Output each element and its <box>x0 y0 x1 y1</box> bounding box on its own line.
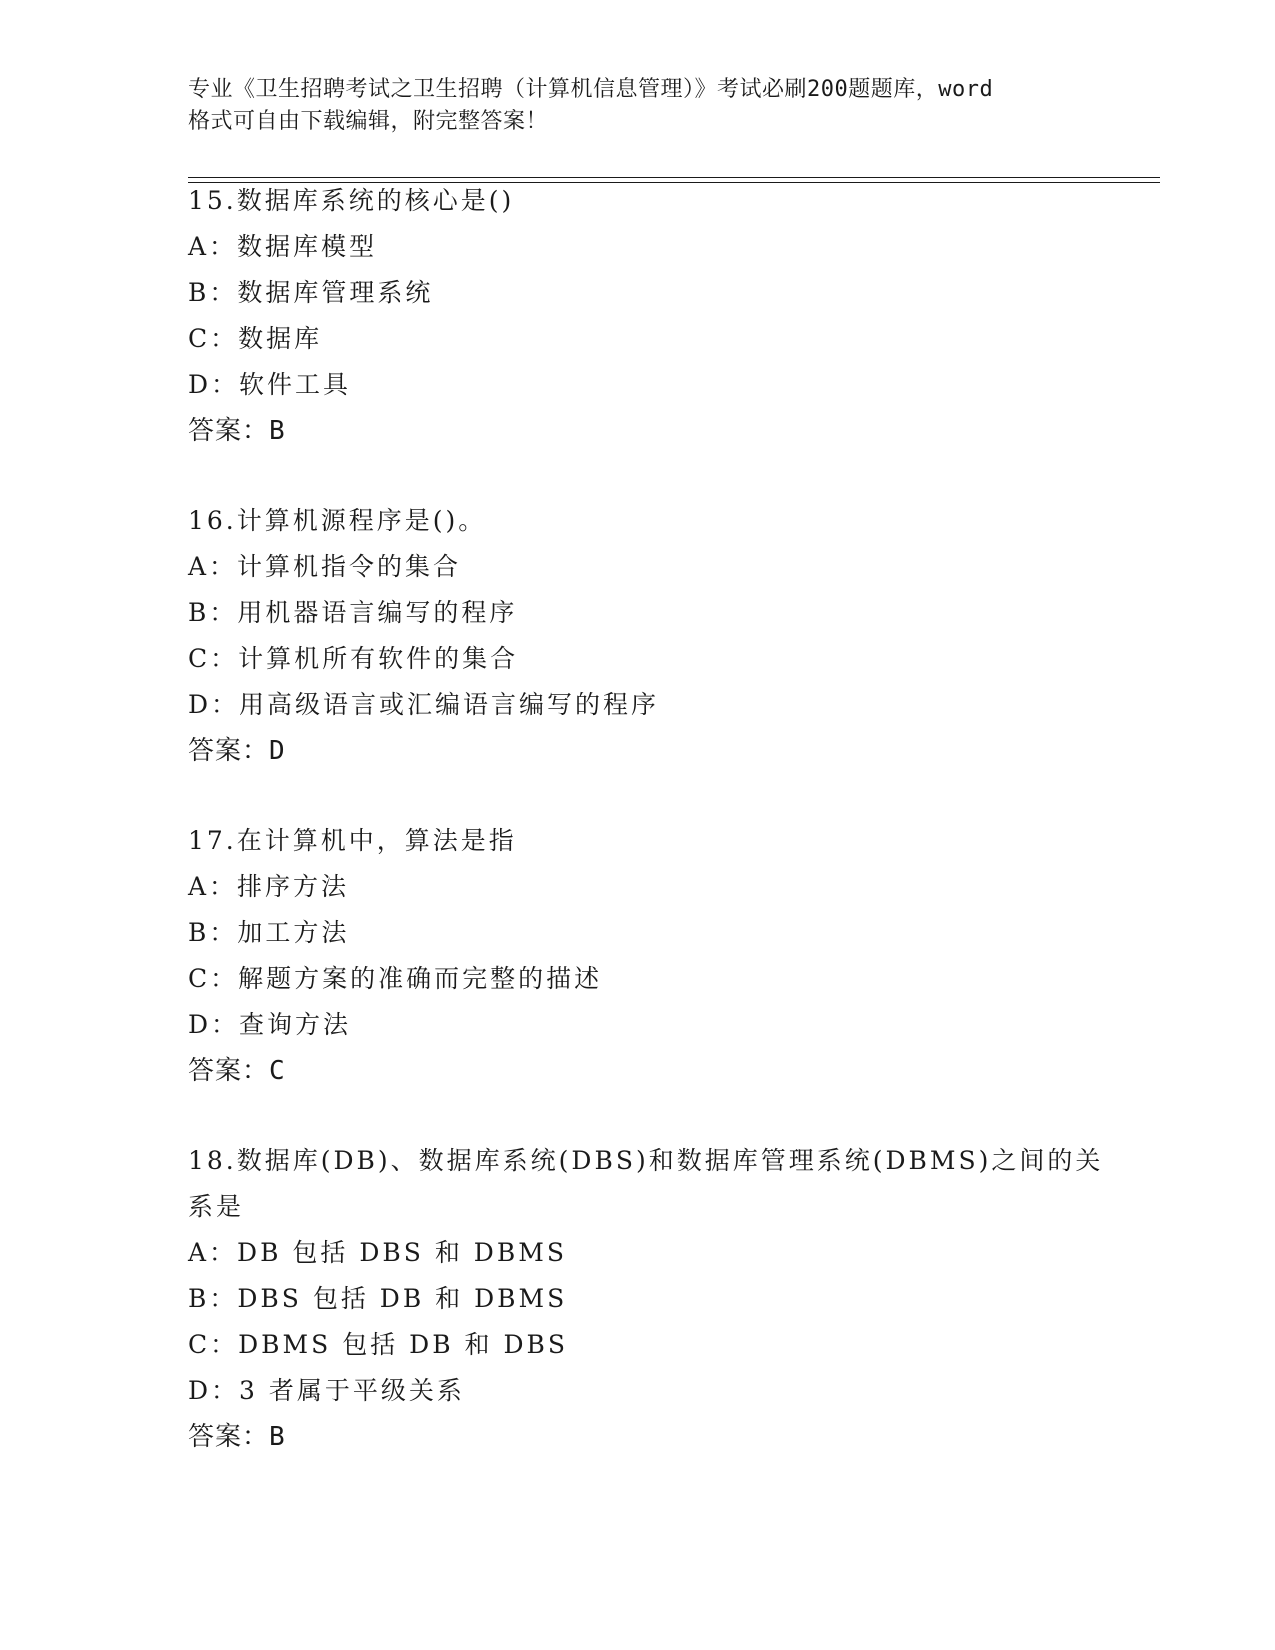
option-c: C：DBMS 包括 DB 和 DBS <box>188 1330 569 1359</box>
question-stem-line-2: 系是 <box>188 1192 245 1221</box>
question-18 <box>188 1138 1104 1460</box>
answer: 答案：D <box>188 736 286 766</box>
option-c: C：计算机所有软件的集合 <box>188 644 519 673</box>
option-a: A：数据库模型 <box>188 232 378 261</box>
option-d: D：查询方法 <box>188 1010 352 1039</box>
option-a: A：计算机指令的集合 <box>188 552 462 581</box>
option-a: A：排序方法 <box>188 872 350 901</box>
option-b: B：加工方法 <box>188 918 350 947</box>
question-16 <box>188 498 1088 774</box>
header-line-1: 专业《卫生招聘考试之卫生招聘（计算机信息管理）》考试必刷200题题库，word <box>188 77 994 102</box>
question-stem: 17.在计算机中，算法是指 <box>188 826 517 855</box>
header-line-2: 格式可自由下载编辑，附完整答案！ <box>188 109 549 134</box>
answer: 答案：B <box>188 1422 286 1452</box>
question-stem: 16.计算机源程序是()。 <box>188 506 487 535</box>
option-a: A：DB 包括 DBS 和 DBMS <box>188 1238 567 1267</box>
answer: 答案：B <box>188 416 286 446</box>
option-d: D：软件工具 <box>188 370 352 399</box>
option-b: B：DBS 包括 DB 和 DBMS <box>188 1284 568 1313</box>
question-stem: 15.数据库系统的核心是() <box>188 186 515 215</box>
question-stem-line-1: 18.数据库(DB)、数据库系统(DBS)和数据库管理系统(DBMS)之间的关 <box>188 1146 1104 1175</box>
document-header <box>188 74 1088 138</box>
option-b: B：用机器语言编写的程序 <box>188 598 518 627</box>
option-c: C：解题方案的准确而完整的描述 <box>188 964 603 993</box>
option-d: D：3 者属于平级关系 <box>188 1376 465 1405</box>
question-15 <box>188 178 1088 454</box>
question-17 <box>188 818 1088 1094</box>
option-d: D：用高级语言或汇编语言编写的程序 <box>188 690 660 719</box>
option-b: B：数据库管理系统 <box>188 278 434 307</box>
option-c: C：数据库 <box>188 324 323 353</box>
answer: 答案：C <box>188 1056 286 1086</box>
